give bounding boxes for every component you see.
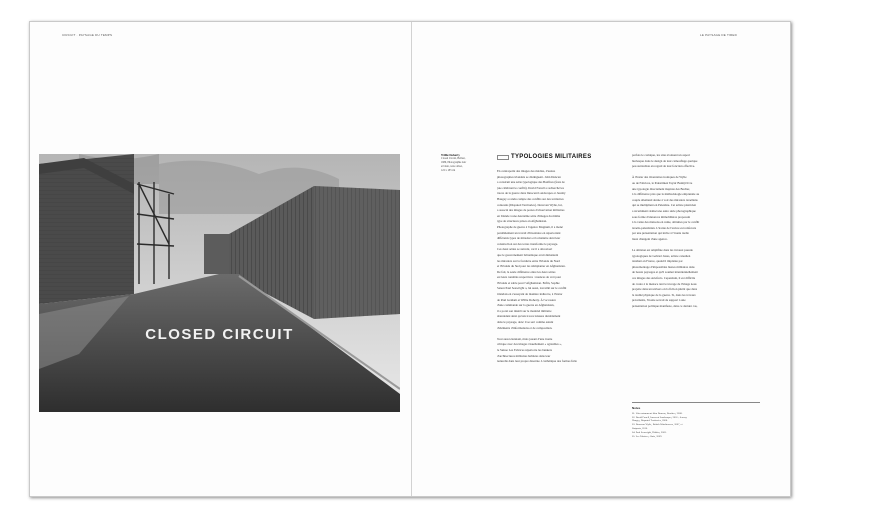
body-text-line: photographes irlandais se distinguent. John Duncan [497,174,561,179]
body-text-line: projette dans un univers où la fiction plutôt que dans [632,287,698,292]
body-text-line: il a porté son intérêt sur le matériel militaire [497,308,552,313]
section-title-text: TYPOLOGIES MILITAIRES [511,154,592,160]
body-text-line: l'Irlande et sable pour l'Afghanistan. Enfin, Sophie [497,280,560,285]
note-line: 04. Paul Seawright, Hidden, 2003. [632,430,667,434]
body-text-line: Sanon Paul Seawright a, lui aussi, travaillé sur le conflit [497,286,567,291]
photo-illustration [39,154,400,412]
body-text-line: En contrepoint des images des médias, d'autres [497,169,556,173]
body-text-line: à la différence près que la méthodologie empruntée au [632,192,700,197]
body-text-line: israélo-palestinien. L'ironie de l'œuvre est renforcée [632,225,697,230]
body-text-line: le Suisse Les Fabrices répertorie les bunkers [497,348,552,352]
body-text-line: une typologie directement inspirée des Becher, [632,186,690,191]
body-text-line: naturelle dans leur propre désertée. L'esthétique des formes fréle [497,359,577,364]
body-text-line: d'éléments d'informations et de composition. [497,325,553,330]
body-text-line: est leurs tonalités respectives : nuances de vert pour [497,275,562,280]
body-text-line: présentation politique manifeste, dans ce dernier cas, [632,304,698,309]
body-text-line: la réalité physique de la guerre. Si, dans les travaux [632,292,696,297]
body-text-line: couple allemand donne à voir des miradors israéliens [632,197,698,202]
body-text-line: sous forme d'annonces immobilières proposant [632,214,691,219]
body-text-line: en Irlande à une deuxième série d'images du même [497,213,561,218]
side-caption-title: Willie Doherty [441,153,460,157]
body-text-line: photomontage d'impossibles bustes militaires dans [632,264,695,269]
right-running-head: LE PAYSAGE DE TIRED [700,33,737,37]
notes-block [632,402,760,438]
body-text-line: lieux changent d'une agence. [632,236,668,241]
body-text-line: parfois le comique, les sites évoluent un aspect [632,153,691,157]
body-text-line: dans le paysage, donc il se sert comme autant [497,320,554,325]
notes-body [632,412,760,439]
body-text-line: Ces deux séries se suivent, car il a découvert [497,247,553,252]
body-text-line: a construit une série typologique des Bonfires (feux de [497,180,565,185]
body-text-line: et l'Irlande du Sud pour les réimplanter en Afghanistan. [497,264,566,269]
side-caption-line: Closed Circuit, Belfast, [441,157,466,160]
body-text-line: de beaux paysages et qu'il soumet intentionnellement [632,270,698,275]
body-text-line: par une présentation qui invite à l'ironie réelle [632,231,689,236]
closed-circuit-photo [39,154,400,412]
body-text-line: burlesque dans le design de leur camouflage quelque [632,158,698,163]
note-line: 01. Voir notamment John Duncan, Bonfires, 2008. [632,411,683,415]
body-text-line: précédents, l'ironie servait de support à une [632,298,686,303]
body-text-line: contestés (Disputed Territories). Donovan Wylie, lui, [497,202,563,207]
body-text-line: résidant en France, quand il implante par [632,259,683,264]
body-text-line: construction sur des terres transforme le paysage. [497,241,559,246]
body-text-line: ces images des Artefacts. Cependant, il est difficile [632,276,696,281]
body-text-line: a associé des images de postes d'observation militaires [497,208,565,213]
section-marker [497,155,509,160]
photo-caption-text: CLOSED CIRCUIT [145,326,294,343]
body-text-line: De fait, la seule différence entre les deux séries [497,269,556,274]
column-1-body [497,169,607,365]
side-caption-line: 122 x 183 cm [441,169,456,172]
body-text-line: que le gouvernement britannique avait démantelé [497,252,559,257]
body-text-line: parallèlement un travail d'inventaire en répertoriant [497,230,561,235]
body-text-line: typologiques de Gabriel Jones, artiste canadien [632,253,691,258]
notes-title: Notes [632,406,641,410]
note-line: 03. Donovan Wylie, British Watchtowers, 2007, et [632,423,683,427]
body-text-line: de croire à la menace tant le trucage de l'image nous [632,281,697,286]
body-text-line: de Paul Graham et Willie Doherty. À l'occasion [497,297,556,302]
body-text-line: ou de Fabrices, le Palestinien Taysir Batniji livre [632,180,693,185]
body-text-line: À l'instar des inventaires ironiques de Wylie [632,175,687,180]
body-text-line: joie célébrant le conflit). David Farrell a recherché les [497,185,564,190]
body-text-line: à la vente des maisons en ruine, détruites par le conflit [632,220,700,225]
body-text-line: Photographe de guerre à l'agence Magnum, il a mené [497,224,563,229]
body-text-line: les miradors sur la frontière entre l'Irlande du Nord [497,258,561,263]
body-text-line: Haugey a rendu compte des conflits sur des territoires [497,196,564,201]
section-title [497,153,607,161]
article-column-1 [497,153,607,493]
body-text-line: a récemment réalisé une autre série photographique [632,208,696,213]
body-text-line: d'architectures militaires habitées dans leur [497,353,551,358]
body-text-line: d'une commande sur la guerre en Afghanistan, [497,303,555,308]
body-text-line: traces de la guerre dans Innocent Landscapes et Jeremy [497,191,566,196]
body-text-line: Tout aussi étonnant, mais jouant d'une ironie [497,336,553,341]
note-line: Haugey, Disputed Territories, 2006. [632,419,668,423]
body-text-line: irlandais en s'essayant de manière indirecte, à l'instar [497,292,563,297]
body-text-line: différents types de miradors et la manière dont leur [497,236,561,241]
note-line: 02. David Farrell, Innocent Landscapes, 2001 ; Jeremy [632,415,687,419]
side-caption-line: 1989, Photographie noir [441,161,467,164]
side-caption-line: et blanc, texte offset, [441,165,463,168]
body-text-line: La dérision est amplifiée dans les travaux pseudo [632,248,693,253]
body-text-line: critique avec des images visuellement « agréables », [497,342,562,347]
column-2-body [632,153,742,310]
body-text-line: abandonné ainsi qu'aux traces laissées durablement [497,314,561,319]
note-line: Outposts, 2010. [632,426,648,430]
body-text-line: peu surréaliste en regard de leur fonction effective. [632,164,695,169]
body-text-line: qui se multiplient en Palestine. Cet artiste plasticien [632,203,697,208]
left-running-head: CIRCUIT · PAYSAGE DU TEMPS [62,33,113,37]
article-column-2 [632,153,742,403]
book-gutter [411,22,412,496]
body-text-line: type de structures prises en Afghanistan. [497,219,548,224]
photo-side-caption [441,153,485,173]
note-line: 05. Les Fabrices, Abris, 2009. [632,434,662,438]
